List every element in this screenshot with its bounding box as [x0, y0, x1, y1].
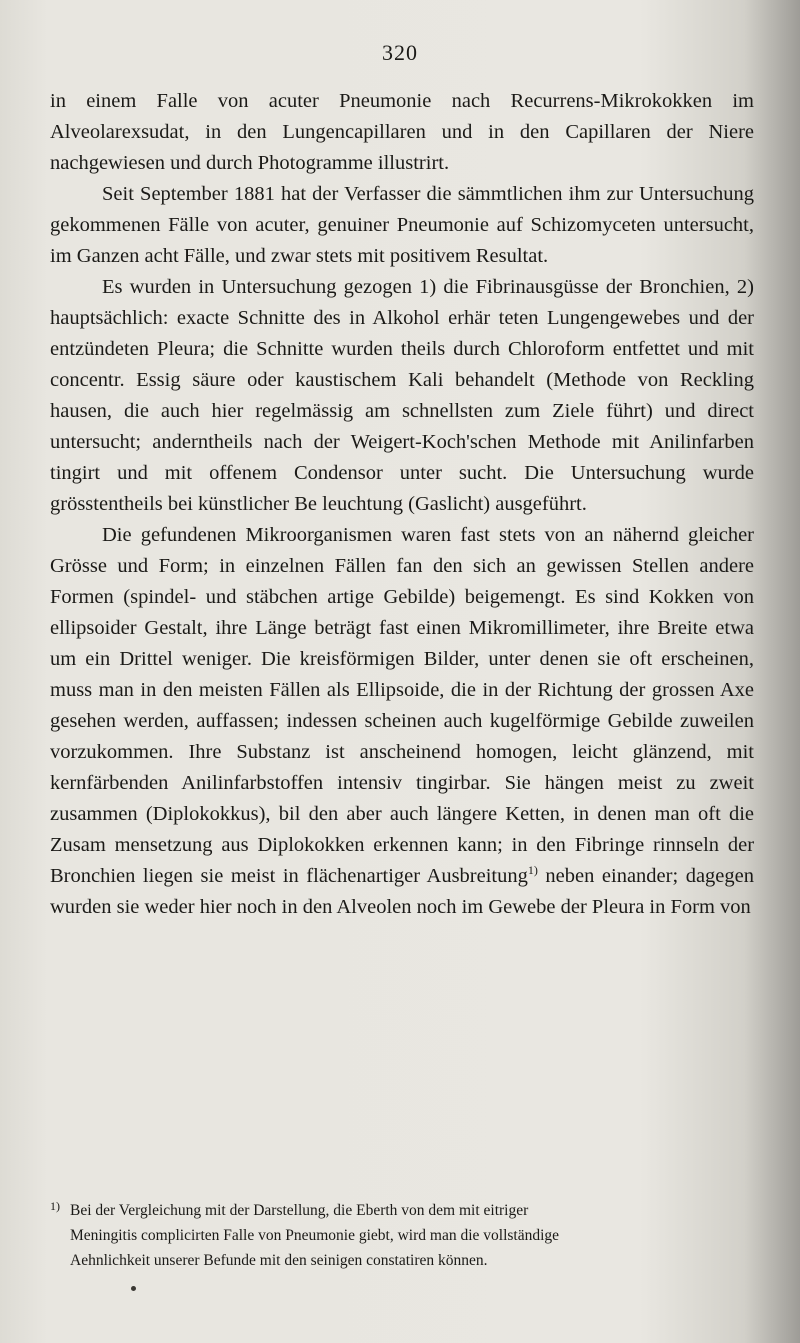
paragraph-2	[50, 179, 754, 272]
text-line: den aber auch längere Ketten, in denen man oft die Zusam	[50, 803, 755, 856]
footnote-reference: 1)	[527, 863, 538, 878]
text-line: zuweilen vorzukommen. Ihre Substanz ist anscheinend homogen,	[50, 710, 754, 763]
footnote-line: Meningitis complicirten Falle von Pneumonie giebt, wird man die vollständige	[70, 1227, 560, 1244]
text-line: den sich an gewissen Stellen andere Formen (spindel- und stäbchen	[50, 555, 755, 608]
text-line: auf Schizomyceten untersucht, im Ganzen acht Fälle, und zwar	[50, 214, 754, 267]
footnote-line: Aehnlichkeit unserer Befunde mit den seinigen constatiren können.	[70, 1252, 488, 1269]
text-line: Ausbreitung	[426, 865, 528, 887]
footnote	[50, 1198, 750, 1273]
paragraph-4	[50, 520, 754, 923]
text-line: werden, auffassen; indessen scheinen auch kugelförmige Gebilde	[123, 710, 680, 732]
text-line: im Alveolarexsudat, in den Lungencapillaren und in den Capillaren	[50, 90, 754, 143]
text-line: noch in den Alveolen noch im Gewebe der Pleura in Form von	[236, 896, 751, 918]
text-line: rinnseln der Bronchien liegen sie meist in flächenartiger	[50, 834, 755, 887]
footnote-line: Bei der Vergleichung mit der Darstellung, die Eberth von dem mit eitriger	[70, 1202, 529, 1219]
text-line: Die gefundenen Mikroorganismen waren fast stets von an	[102, 524, 604, 546]
text-line: ihre Breite etwa um ein Drittel weniger. Die kreisförmigen	[50, 617, 754, 670]
text-line: Gestalt, ihre Länge beträgt fast einen Mikromillimeter,	[144, 617, 618, 639]
text-line: Methode mit Anilinfarben tingirt und mit offenem Condensor unter	[50, 431, 754, 484]
text-line: stets mit positivem Resultat.	[315, 245, 549, 267]
page-number: 320	[382, 40, 418, 65]
text-line: Bilder, unter denen sie oft erscheinen, muss man in den meisten	[50, 648, 754, 701]
paragraph-1	[50, 86, 754, 179]
text-line: leicht glänzend, mit kernfärbenden Anilinfarbstoffen intensiv tingirbar.	[50, 741, 754, 794]
text-line: teten Lungengewebes und der entzündeten Pleura; die Schnitte	[50, 307, 755, 360]
ink-speck	[131, 1286, 136, 1291]
text-line: säure oder kaustischem Kali behandelt (Methode von Reckling	[192, 369, 754, 391]
text-line: und direct untersucht; anderntheils nach der Weigert-Koch'schen	[50, 400, 754, 453]
text-line: Es wurden in Untersuchung gezogen 1) die Fibrinausgüsse der	[102, 276, 640, 298]
text-line: Sie hängen meist zu zweit zusammen (Diplokokkus), bil	[50, 772, 754, 825]
paragraph-3	[50, 272, 754, 520]
text-line: artige Gebilde) beigemengt. Es sind Kokken von ellipsoider	[50, 586, 754, 639]
text-line: mensetzung aus Diplokokken erkennen kann; in den Fibringe	[114, 834, 645, 856]
text-line: wurden theils durch Chloroform entfettet und mit concentr. Essig	[50, 338, 754, 391]
text-line: sucht. Die Untersuchung wurde grösstentheils bei künstlicher Be	[50, 462, 754, 515]
footnote-marker: 1)	[50, 1199, 60, 1213]
text-line: Bronchien, 2) hauptsächlich: exacte Schnitte des in Alkohol erhär	[50, 276, 754, 329]
text-line: Seit September 1881 hat der Verfasser die sämmtlichen ihm	[102, 183, 607, 205]
text-line: in einem Falle von acuter Pneumonie nach Recurrens-Mikrokokken	[50, 90, 733, 112]
text-line: neben einander; dagegen wurden sie weder hier	[50, 865, 754, 918]
text-line: leuchtung (Gaslicht) ausgeführt.	[322, 493, 587, 515]
text-line: der Niere nachgewiesen und durch Photogramme illustrirt.	[50, 121, 754, 174]
main-text	[50, 86, 754, 923]
text-line: hausen, die auch hier regelmässig am schnellsten zum Ziele führt)	[50, 400, 665, 422]
text-line: Fällen als Ellipsoide, die in der Richtung der grossen Axe gesehen	[50, 679, 754, 732]
text-line: nähernd gleicher Grösse und Form; in einzelnen Fällen fan	[50, 524, 754, 577]
text-line: zur Untersuchung gekommenen Fälle von acuter, genuiner Pneumonie	[50, 183, 754, 236]
